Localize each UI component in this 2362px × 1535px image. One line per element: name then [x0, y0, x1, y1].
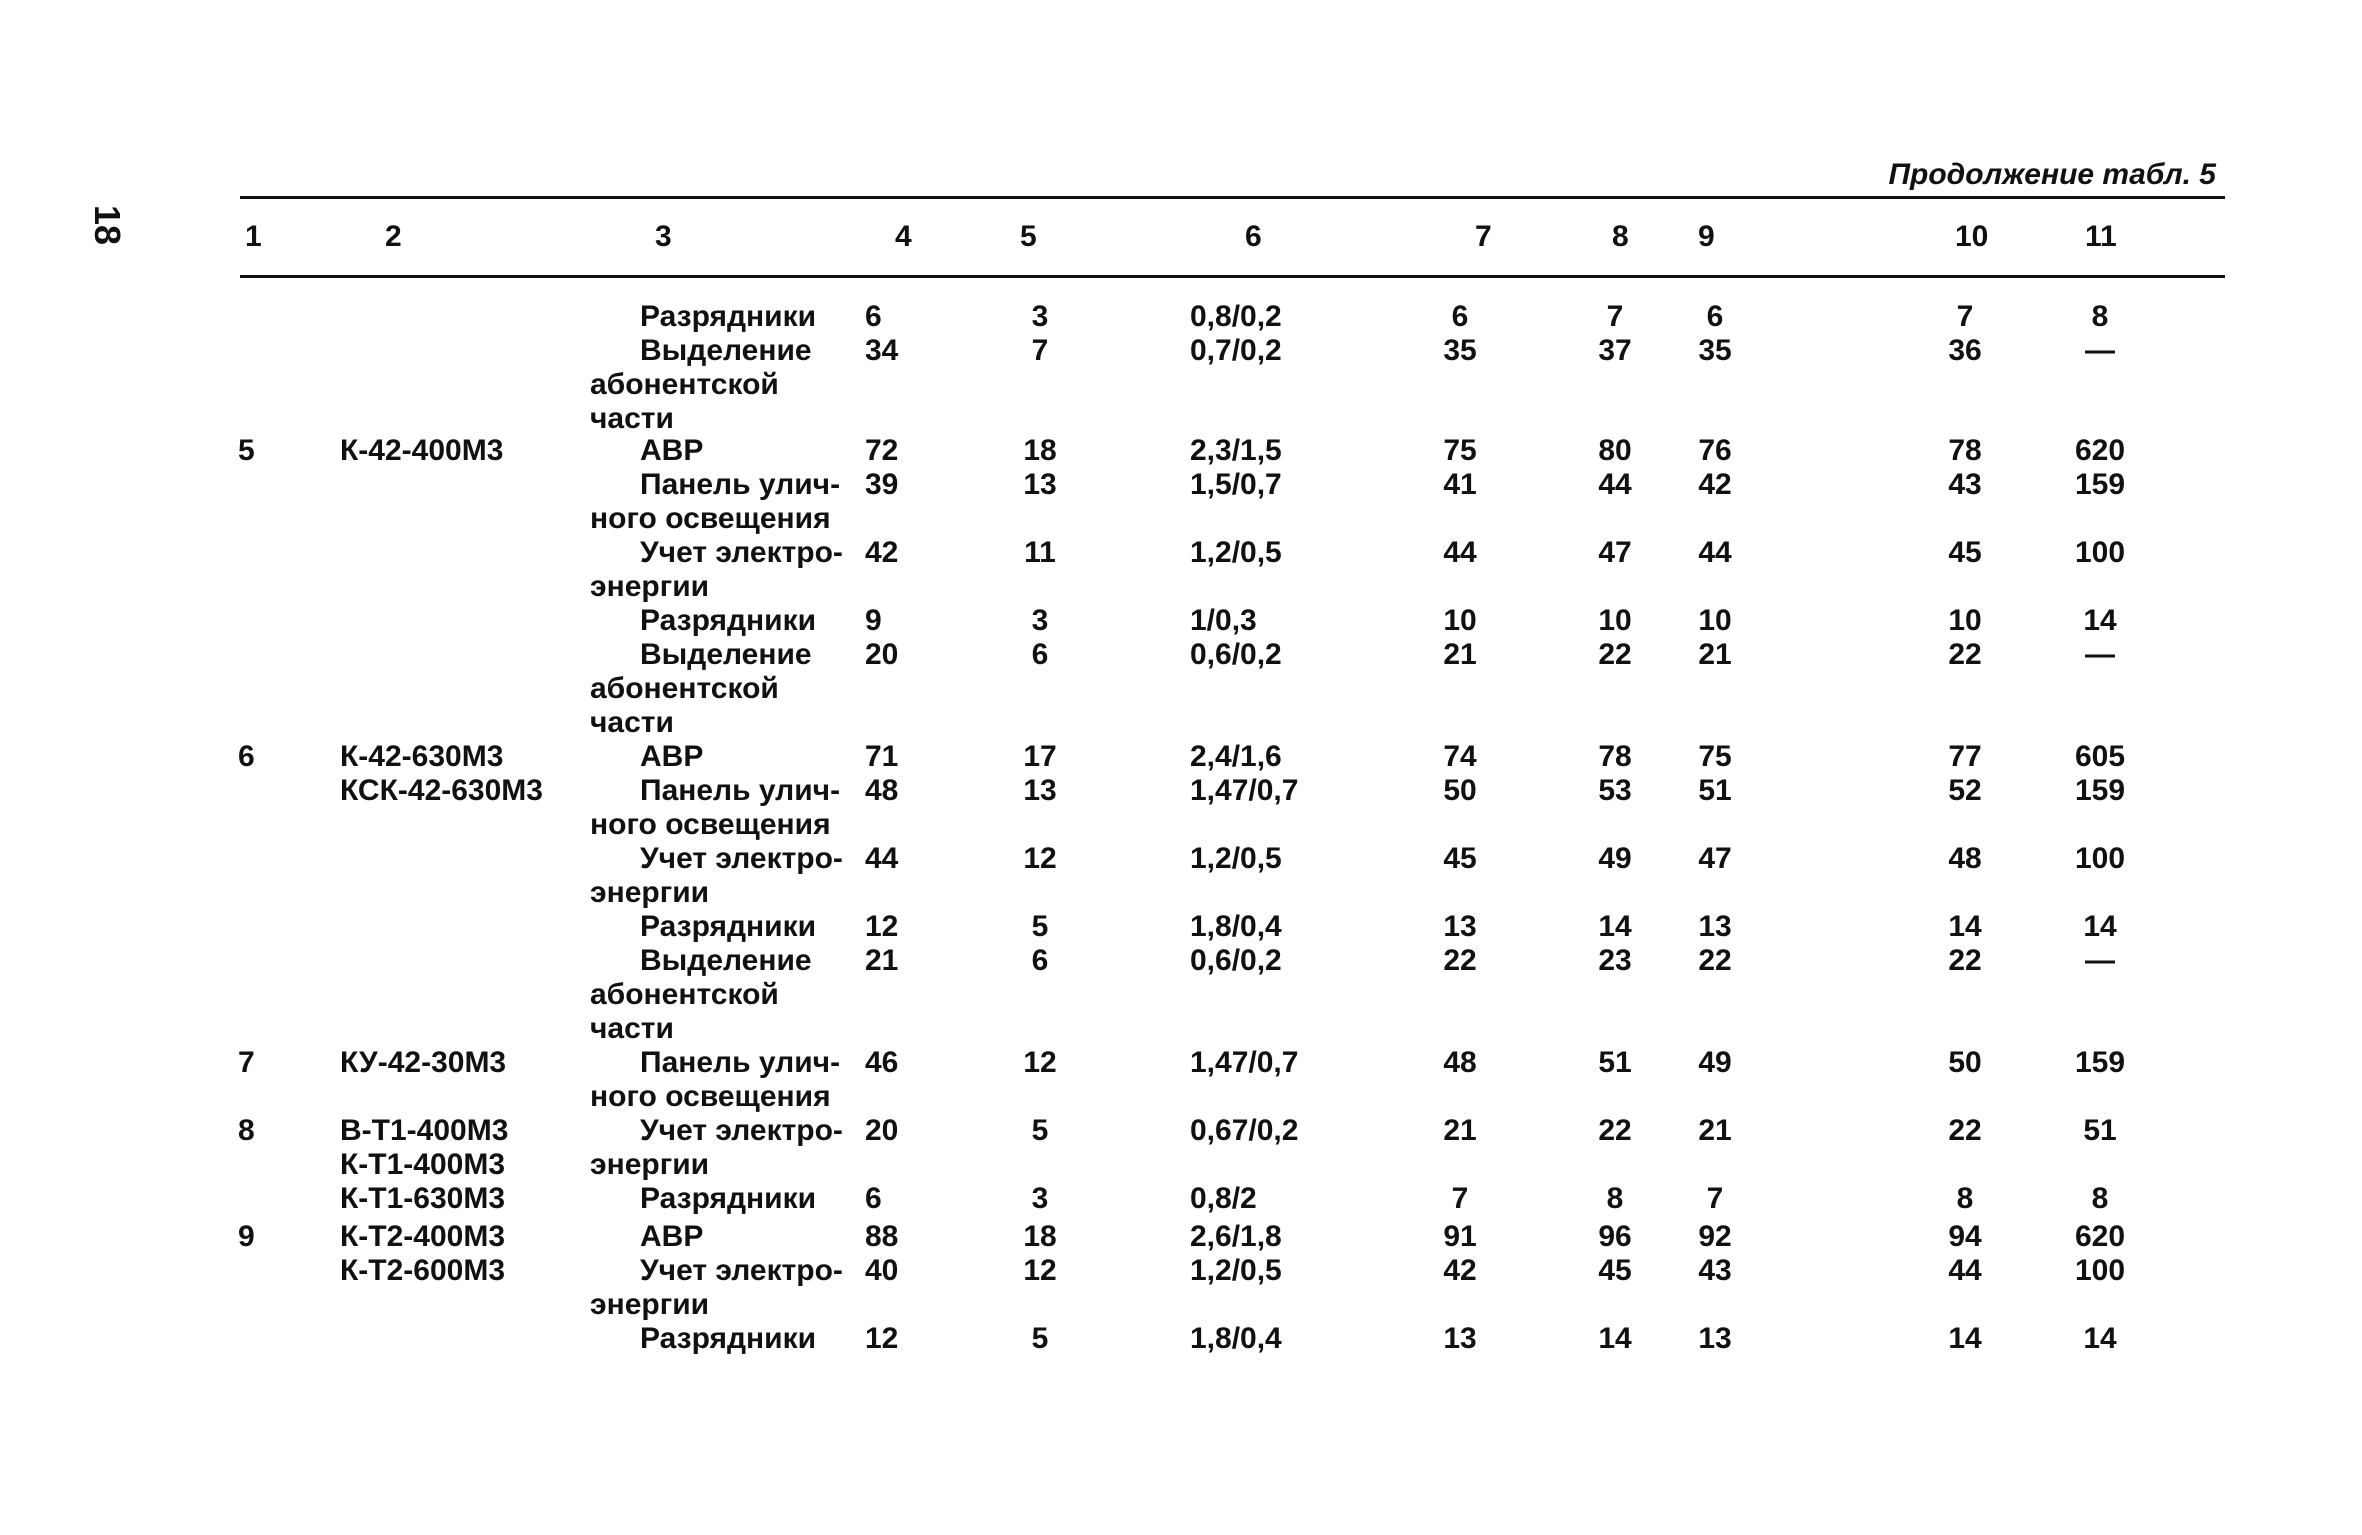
- cell-c1: 9: [238, 1220, 255, 1253]
- cell-c1: 8: [238, 1114, 255, 1147]
- cell-c8: 23: [1598, 944, 1632, 977]
- cell-c7: 21: [1443, 638, 1477, 671]
- cell-c3-continuation: абонентской части: [590, 672, 779, 739]
- cell-c10: 14: [1948, 1322, 1982, 1355]
- cell-c8: 22: [1598, 638, 1632, 671]
- cell-c4: 20: [865, 1114, 899, 1147]
- column-header-1: 1: [245, 220, 262, 253]
- cell-c6: 0,6/0,2: [1190, 638, 1282, 671]
- cell-c7: 45: [1443, 842, 1477, 875]
- cell-c3-first-line: Учет электро-: [640, 536, 843, 569]
- column-header-6: 6: [1245, 220, 1262, 253]
- cell-c10: 43: [1948, 468, 1982, 501]
- cell-c10: 52: [1948, 774, 1982, 807]
- cell-c9: 7: [1706, 1182, 1724, 1215]
- cell-c6: 1,2/0,5: [1190, 842, 1282, 875]
- cell-c4: 6: [865, 300, 882, 333]
- cell-c7: 21: [1443, 1114, 1477, 1147]
- cell-c11: 620: [2074, 1220, 2126, 1253]
- cell-c10: 48: [1948, 842, 1982, 875]
- cell-c3: [590, 334, 860, 436]
- cell-c7: 42: [1443, 1254, 1477, 1287]
- cell-c3-first-line: Выделение: [640, 334, 812, 367]
- cell-c8: 80: [1598, 434, 1632, 467]
- cell-c6: 1,47/0,7: [1190, 774, 1299, 807]
- cell-c9: 51: [1698, 774, 1732, 807]
- cell-c5: 12: [1023, 1254, 1057, 1287]
- cell-c1: 6: [238, 740, 255, 773]
- cell-c2: В-Т1-400М3: [340, 1114, 509, 1147]
- cell-c5: 3: [1031, 1182, 1049, 1215]
- cell-c8: 45: [1598, 1254, 1632, 1287]
- cell-c10: 8: [1956, 1182, 1974, 1215]
- cell-c3-continuation: энергии: [590, 876, 710, 909]
- cell-c7: 6: [1451, 300, 1469, 333]
- column-header-3: 3: [655, 220, 672, 253]
- cell-c9: 49: [1698, 1046, 1732, 1079]
- cell-c5: 18: [1023, 434, 1057, 467]
- cell-c3: [590, 1114, 860, 1182]
- cell-c8: 14: [1598, 1322, 1632, 1355]
- cell-c3: [590, 604, 860, 638]
- cell-c4: 39: [865, 468, 899, 501]
- cell-c4: 9: [865, 604, 882, 637]
- cell-c11: 605: [2074, 740, 2126, 773]
- cell-c6: 0,67/0,2: [1190, 1114, 1299, 1147]
- cell-c9: 6: [1706, 300, 1724, 333]
- cell-c3-continuation: ного освещения: [590, 502, 831, 535]
- cell-c11: 8: [2091, 300, 2109, 333]
- cell-c9: 13: [1698, 1322, 1732, 1355]
- cell-c5: 13: [1023, 468, 1057, 501]
- column-header-8: 8: [1612, 220, 1629, 253]
- cell-c3-first-line: Учет электро-: [640, 1254, 843, 1287]
- cell-c6: 1/0,3: [1190, 604, 1257, 637]
- cell-c6: 1,2/0,5: [1190, 536, 1282, 569]
- cell-c3-first-line: Разрядники: [640, 910, 817, 943]
- cell-c8: 78: [1598, 740, 1632, 773]
- cell-c4: 88: [865, 1220, 899, 1253]
- cell-c3: [590, 740, 860, 774]
- cell-c7: 10: [1443, 604, 1477, 637]
- cell-c5: 12: [1023, 1046, 1057, 1079]
- cell-c11: 14: [2083, 910, 2117, 943]
- cell-c4: 48: [865, 774, 899, 807]
- cell-c4: 21: [865, 944, 899, 977]
- cell-c8: 51: [1598, 1046, 1632, 1079]
- cell-c7: 22: [1443, 944, 1477, 977]
- cell-c10: 50: [1948, 1046, 1982, 1079]
- column-header-4: 4: [895, 220, 912, 253]
- cell-c3-first-line: Выделение: [640, 638, 812, 671]
- cell-c9: 43: [1698, 1254, 1732, 1287]
- cell-c8: 7: [1606, 300, 1624, 333]
- cell-c6: 2,6/1,8: [1190, 1220, 1282, 1253]
- cell-c2: К-Т1-630М3: [340, 1182, 506, 1215]
- cell-c7: 44: [1443, 536, 1477, 569]
- cell-c1: 7: [238, 1046, 255, 1079]
- cell-c4: 42: [865, 536, 899, 569]
- cell-c4: 6: [865, 1182, 882, 1215]
- cell-c2-second-line: К-Т1-400М3: [340, 1148, 506, 1181]
- cell-c8: 22: [1598, 1114, 1632, 1147]
- table-continuation-caption: Продолжение табл. 5: [1888, 158, 2216, 191]
- cell-c3: [590, 536, 860, 604]
- column-header-7: 7: [1475, 220, 1492, 253]
- cell-c2: К-42-630М3: [340, 740, 504, 773]
- cell-c5: 18: [1023, 1220, 1057, 1253]
- cell-c9: 21: [1698, 1114, 1732, 1147]
- cell-c2: К-42-400М3: [340, 434, 504, 467]
- column-header-2: 2: [385, 220, 402, 253]
- cell-c2: К-Т2-400М3: [340, 1220, 506, 1253]
- cell-c3-first-line: Разрядники: [640, 1322, 817, 1355]
- cell-c6: 1,47/0,7: [1190, 1046, 1299, 1079]
- cell-c3: [590, 1322, 860, 1356]
- column-header-10: 10: [1955, 220, 1989, 253]
- cell-c10: 45: [1948, 536, 1982, 569]
- cell-c9: 22: [1698, 944, 1732, 977]
- cell-c3-first-line: Разрядники: [640, 604, 817, 637]
- cell-c7: 13: [1443, 910, 1477, 943]
- column-header-9: 9: [1698, 220, 1715, 253]
- cell-c5: 17: [1023, 740, 1057, 773]
- cell-c3-continuation: абонентской части: [590, 978, 779, 1045]
- column-header-11: 11: [2085, 220, 2117, 253]
- cell-c6: 1,5/0,7: [1190, 468, 1282, 501]
- cell-c11: 159: [2074, 468, 2126, 501]
- cell-c9: 42: [1698, 468, 1732, 501]
- cell-c3-first-line: АВР: [640, 1220, 704, 1253]
- cell-c5: 5: [1031, 1114, 1049, 1147]
- cell-c4: 34: [865, 334, 899, 367]
- cell-c5: 5: [1031, 1322, 1049, 1355]
- cell-c3-first-line: Панель улич-: [640, 774, 841, 807]
- cell-c4: 12: [865, 1322, 899, 1355]
- cell-c11: 100: [2074, 536, 2126, 569]
- cell-c3: [590, 842, 860, 910]
- cell-c11: —: [2085, 334, 2115, 367]
- cell-c2: КУ-42-30М3: [340, 1046, 507, 1079]
- page-number: 18: [87, 205, 128, 246]
- cell-c5: 6: [1031, 944, 1049, 977]
- cell-c4: 20: [865, 638, 899, 671]
- cell-c3: [590, 1046, 860, 1114]
- cell-c3: [590, 910, 860, 944]
- cell-c7: 91: [1443, 1220, 1477, 1253]
- cell-c3-continuation: энергии: [590, 1148, 710, 1181]
- cell-c3-continuation: ного освещения: [590, 1080, 831, 1113]
- cell-c5: 7: [1031, 334, 1049, 367]
- cell-c9: 92: [1698, 1220, 1732, 1253]
- cell-c6: 0,6/0,2: [1190, 944, 1282, 977]
- cell-c3: [590, 1220, 860, 1254]
- cell-c6: 0,7/0,2: [1190, 334, 1282, 367]
- cell-c6: 0,8/2: [1190, 1182, 1257, 1215]
- cell-c4: 72: [865, 434, 899, 467]
- cell-c5: 3: [1031, 604, 1049, 637]
- cell-c8: 37: [1598, 334, 1632, 367]
- cell-c3: [590, 434, 860, 468]
- cell-c3-continuation: энергии: [590, 570, 710, 603]
- cell-c9: 75: [1698, 740, 1732, 773]
- cell-c9: 47: [1698, 842, 1732, 875]
- cell-c3: [590, 944, 860, 1046]
- table-top-rule: [240, 196, 2225, 199]
- cell-c6: 1,8/0,4: [1190, 910, 1282, 943]
- cell-c7: 41: [1443, 468, 1477, 501]
- cell-c3-first-line: Разрядники: [640, 300, 817, 333]
- cell-c3-continuation: энергии: [590, 1288, 710, 1321]
- cell-c5: 13: [1023, 774, 1057, 807]
- cell-c11: —: [2085, 944, 2115, 977]
- cell-c10: 7: [1956, 300, 1974, 333]
- cell-c8: 8: [1606, 1182, 1624, 1215]
- cell-c10: 44: [1948, 1254, 1982, 1287]
- cell-c7: 74: [1443, 740, 1477, 773]
- cell-c3: [590, 300, 860, 334]
- cell-c2: КСК-42-630М3: [340, 774, 543, 807]
- cell-c11: 100: [2074, 1254, 2126, 1287]
- cell-c7: 13: [1443, 1322, 1477, 1355]
- cell-c10: 94: [1948, 1220, 1982, 1253]
- cell-c11: 159: [2074, 1046, 2126, 1079]
- cell-c7: 48: [1443, 1046, 1477, 1079]
- cell-c11: —: [2085, 638, 2115, 671]
- cell-c11: 620: [2074, 434, 2126, 467]
- cell-c11: 14: [2083, 1322, 2117, 1355]
- cell-c9: 13: [1698, 910, 1732, 943]
- cell-c7: 75: [1443, 434, 1477, 467]
- cell-c3-first-line: АВР: [640, 434, 704, 467]
- cell-c3-continuation: абонентской части: [590, 368, 779, 435]
- cell-c3: [590, 1182, 860, 1216]
- cell-c11: 51: [2083, 1114, 2117, 1147]
- cell-c7: 7: [1451, 1182, 1469, 1215]
- cell-c4: 44: [865, 842, 899, 875]
- cell-c4: 71: [865, 740, 899, 773]
- cell-c7: 50: [1443, 774, 1477, 807]
- cell-c3-first-line: Панель улич-: [640, 468, 841, 501]
- cell-c11: 100: [2074, 842, 2126, 875]
- cell-c8: 44: [1598, 468, 1632, 501]
- cell-c9: 10: [1698, 604, 1732, 637]
- cell-c10: 22: [1948, 1114, 1982, 1147]
- cell-c6: 1,8/0,4: [1190, 1322, 1282, 1355]
- cell-c3-first-line: АВР: [640, 740, 704, 773]
- cell-c8: 14: [1598, 910, 1632, 943]
- cell-c9: 21: [1698, 638, 1732, 671]
- cell-c3: [590, 638, 860, 740]
- cell-c3-first-line: Учет электро-: [640, 842, 843, 875]
- cell-c6: 0,8/0,2: [1190, 300, 1282, 333]
- cell-c8: 49: [1598, 842, 1632, 875]
- cell-c8: 47: [1598, 536, 1632, 569]
- cell-c8: 10: [1598, 604, 1632, 637]
- cell-c7: 35: [1443, 334, 1477, 367]
- cell-c10: 10: [1948, 604, 1982, 637]
- cell-c10: 22: [1948, 638, 1982, 671]
- column-header-5: 5: [1020, 220, 1037, 253]
- cell-c3-first-line: Панель улич-: [640, 1046, 841, 1079]
- cell-c11: 8: [2091, 1182, 2109, 1215]
- cell-c8: 96: [1598, 1220, 1632, 1253]
- cell-c10: 77: [1948, 740, 1982, 773]
- cell-c3: [590, 1254, 860, 1322]
- cell-c3-first-line: Выделение: [640, 944, 812, 977]
- cell-c3-first-line: Учет электро-: [640, 1114, 843, 1147]
- cell-c6: 1,2/0,5: [1190, 1254, 1282, 1287]
- cell-c3-first-line: Разрядники: [640, 1182, 817, 1215]
- cell-c2: К-Т2-600М3: [340, 1254, 506, 1287]
- cell-c10: 22: [1948, 944, 1982, 977]
- cell-c9: 35: [1698, 334, 1732, 367]
- cell-c11: 159: [2074, 774, 2126, 807]
- cell-c5: 3: [1031, 300, 1049, 333]
- cell-c5: 6: [1031, 638, 1049, 671]
- cell-c10: 78: [1948, 434, 1982, 467]
- cell-c4: 12: [865, 910, 899, 943]
- cell-c10: 36: [1948, 334, 1982, 367]
- cell-c6: 2,3/1,5: [1190, 434, 1282, 467]
- cell-c8: 53: [1598, 774, 1632, 807]
- cell-c10: 14: [1948, 910, 1982, 943]
- cell-c5: 5: [1031, 910, 1049, 943]
- cell-c4: 40: [865, 1254, 899, 1287]
- table-header-rule: [240, 275, 2225, 278]
- cell-c1: 5: [238, 434, 255, 467]
- cell-c6: 2,4/1,6: [1190, 740, 1282, 773]
- cell-c3: [590, 774, 860, 842]
- cell-c5: 11: [1024, 536, 1056, 569]
- cell-c4: 46: [865, 1046, 899, 1079]
- cell-c9: 44: [1698, 536, 1732, 569]
- cell-c3-continuation: ного освещения: [590, 808, 831, 841]
- cell-c9: 76: [1698, 434, 1732, 467]
- cell-c11: 14: [2083, 604, 2117, 637]
- cell-c3: [590, 468, 860, 536]
- cell-c5: 12: [1023, 842, 1057, 875]
